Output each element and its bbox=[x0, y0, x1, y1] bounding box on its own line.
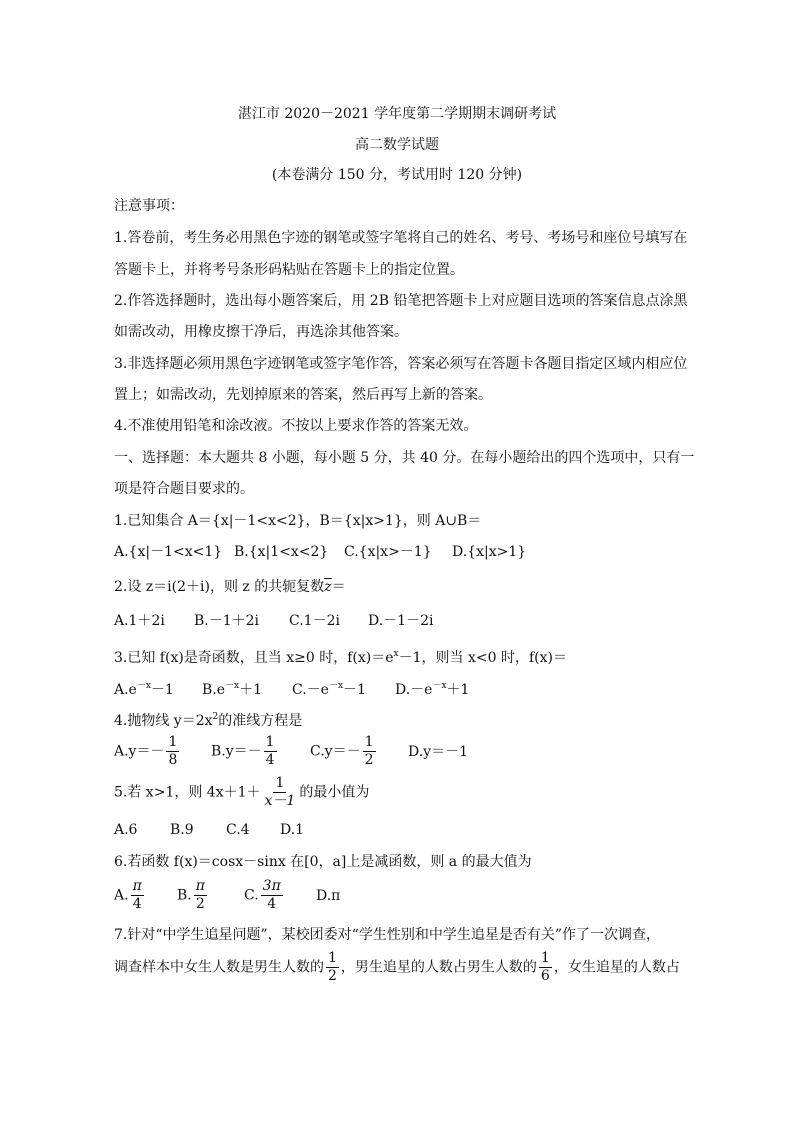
exam-subtitle: 高二数学试题 bbox=[355, 137, 439, 153]
q5-stem bbox=[114, 775, 369, 810]
q5-fraction: $\frac{1}{x-1}$ bbox=[264, 775, 296, 809]
note-1b: 答题卡上，并将考号条形码粘贴在答题卡上的指定位置。 bbox=[114, 262, 464, 278]
q6-b-fraction: $\frac{\pi}{2}$ bbox=[195, 878, 205, 912]
q3-stem bbox=[114, 645, 567, 667]
q7-line-2 bbox=[114, 950, 680, 985]
q1-option-b: B.{x|1<x<2} bbox=[234, 544, 329, 560]
q4-b-fraction: $\frac{1}{4}$ bbox=[265, 734, 275, 768]
q1-option-d: D.{x|x>1} bbox=[452, 544, 527, 560]
section-1-intro-b: 项是符合题目要求的。 bbox=[114, 481, 254, 497]
q4-stem bbox=[114, 708, 302, 730]
q2-option-c: C.1－2i bbox=[289, 613, 340, 629]
q6-option-c: C. $\frac{3\pi}{4}$ bbox=[244, 878, 281, 912]
q6-option-b: B. $\frac{\pi}{2}$ bbox=[177, 878, 205, 912]
q4-exp: 2 bbox=[212, 712, 219, 722]
q7-fraction-1: $\frac{1}{2}$ bbox=[328, 950, 337, 984]
q3-stem-a: 3.已知 f(x)是奇函数，且当 x≥0 时，f(x)＝e bbox=[114, 650, 394, 666]
q4-options bbox=[114, 734, 468, 769]
q4-a-fraction: $\frac{1}{8}$ bbox=[168, 734, 178, 768]
q1-stem: 1.已知集合 A＝{x|－1<x<2}，B＝{x|x>1}，则 A∪B＝ bbox=[114, 513, 482, 529]
q2-stem bbox=[114, 578, 346, 596]
q2-option-b: B.－1＋2i bbox=[194, 613, 260, 629]
q7-l2c: ，女生追星的人数占 bbox=[553, 959, 680, 976]
q2-option-d: D.－1－2i bbox=[368, 613, 434, 629]
q5-option-a: A.6 bbox=[114, 822, 138, 838]
q4-stem-b: 的准线方程是 bbox=[218, 713, 303, 729]
q6-option-d: D.π bbox=[316, 887, 341, 904]
q4-c-fraction: $\frac{1}{2}$ bbox=[364, 734, 374, 768]
q1-option-a: A.{x|－1<x<1} bbox=[114, 544, 223, 560]
q3-exp: x bbox=[393, 649, 399, 659]
note-1a: 1.答卷前，考生务必用黑色字迹的钢笔或签字笔将自己的姓名、考号、考场号和座位号填写在 bbox=[114, 230, 688, 246]
note-2b: 如需改动，用橡皮擦干净后，再选涂其他答案。 bbox=[114, 324, 408, 340]
q5-options bbox=[114, 821, 304, 839]
q6-stem: 6.若函数 f(x)＝cosx－sinx 在[0，a]上是减函数，则 a 的最大值为 bbox=[114, 854, 532, 870]
q4-option-a: A.y＝－ $\frac{1}{8}$ bbox=[114, 734, 178, 768]
q5-stem-b: 的最小值为 bbox=[299, 784, 370, 801]
note-3b: 置上；如需改动，先划掉原来的答案，然后再写上新的答案。 bbox=[114, 387, 492, 403]
q1-option-c: C.{x|x>－1} bbox=[344, 544, 432, 560]
q2-stem-b: ＝ bbox=[331, 579, 346, 595]
note-2a: 2.作答选择题时，选出每小题答案后，用 2B 铅笔把答题卡上对应题目选项的答案信息点涂黑 bbox=[114, 293, 688, 309]
q7-fraction-2: $\frac{1}{6}$ bbox=[540, 950, 550, 984]
q7-l2b: ，男生追星的人数占男生人数的 bbox=[340, 959, 537, 976]
q3-options bbox=[114, 677, 469, 699]
q2-option-a: A.1＋2i bbox=[114, 613, 165, 629]
q5-stem-a: 5.若 x>1，则 4x＋1＋ bbox=[114, 784, 261, 801]
q3-option-a: $A.e^{-x}-1$ bbox=[114, 681, 174, 698]
q5-option-d: D.1 bbox=[280, 822, 305, 838]
q4-option-b: B.y＝－ $\frac{1}{4}$ bbox=[211, 734, 275, 768]
q4-option-d: D.y＝－1 bbox=[408, 743, 468, 760]
q2-options bbox=[114, 612, 433, 630]
note-3a: 3.非选择题必须用黑色字迹钢笔或签字笔作答，答案必须写在答题卡各题目指定区域内相应位 bbox=[114, 356, 688, 372]
q1-options bbox=[114, 543, 526, 561]
q4-stem-a: 4.抛物线 y＝2x bbox=[114, 713, 213, 729]
q5-option-c: C.4 bbox=[226, 822, 250, 838]
section-1-intro-a: 一、选择题：本大题共 8 小题，每小题 5 分，共 40 分。在每小题给出的四个选项中，只有一 bbox=[114, 450, 695, 466]
q7-line-1: 7.针对“中学生追星问题”，某校团委对“学生性别和中学生追星是否有关”作了一次调查， bbox=[114, 927, 660, 943]
q6-c-fraction: $\frac{3\pi}{4}$ bbox=[262, 878, 281, 912]
q5-option-b: B.9 bbox=[170, 822, 194, 838]
q3-option-d: $D.-e^{-x}+1$ bbox=[395, 681, 470, 698]
q6-option-a: A. $\frac{\pi}{4}$ bbox=[114, 878, 142, 912]
notes-heading: 注意事项： bbox=[114, 198, 184, 214]
q3-option-c: $C.-e^{-x}-1$ bbox=[292, 681, 366, 698]
q4-option-c: C.y＝－ $\frac{1}{2}$ bbox=[310, 734, 374, 768]
q6-a-fraction: $\frac{\pi}{4}$ bbox=[132, 878, 142, 912]
q7-l2a: 调查样本中女生人数是男生人数的 bbox=[114, 959, 324, 976]
q2-stem-a: 2.设 z＝i(2＋i)，则 z 的共轭复数 bbox=[114, 579, 325, 595]
q6-options bbox=[114, 878, 340, 913]
note-4: 4.不准使用铅笔和涂改液。不按以上要求作答的答案无效。 bbox=[114, 418, 478, 434]
q2-zbar: $\overline{z}$ bbox=[324, 579, 332, 595]
exam-meta: (本卷满分 150 分，考试用时 120 分钟) bbox=[271, 167, 523, 183]
q3-stem-b: －1，则当 x<0 时，f(x)＝ bbox=[398, 650, 567, 666]
exam-title: 湛江市 2020－2021 学年度第二学期期末调研考试 bbox=[237, 106, 557, 122]
q3-option-b: $B.e^{-x}+1$ bbox=[202, 681, 263, 698]
